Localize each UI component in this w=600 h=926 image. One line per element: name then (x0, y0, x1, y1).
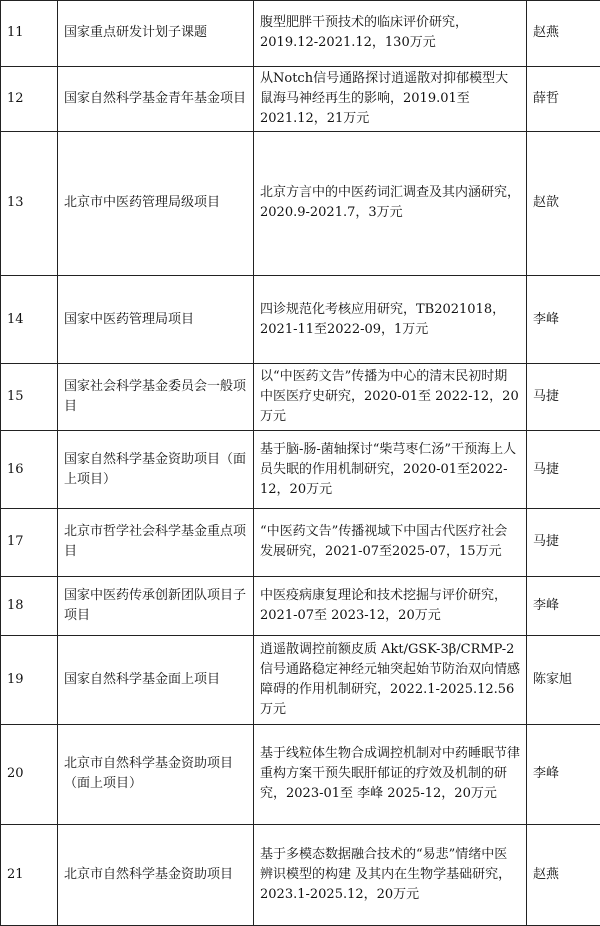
project-leader: 马捷 (527, 509, 600, 577)
row-number: 16 (1, 431, 58, 509)
table-row (1, 1, 600, 67)
row-number: 11 (1, 1, 58, 67)
project-leader: 李峰 (527, 276, 600, 364)
project-leader: 李峰 (527, 724, 600, 824)
table-row (1, 131, 600, 276)
project-leader: 李峰 (527, 576, 600, 635)
project-source: 北京市哲学社会科学基金重点项目 (58, 509, 254, 577)
project-leader: 赵燕 (527, 824, 600, 925)
project-source: 北京市中医药管理局级项目 (58, 131, 254, 276)
project-leader: 陈家旭 (527, 635, 600, 724)
project-leader: 薛哲 (527, 66, 600, 131)
project-title: “中医药文告”传播视域下中国古代医疗社会发展研究，2021-07至2025-07，15万元 (254, 509, 527, 577)
row-number: 15 (1, 364, 58, 431)
project-source: 国家社会科学基金委员会一般项目 (58, 364, 254, 431)
project-title: 中医疫病康复理论和技术挖掘与评价研究， 2021-07至 2023-12，20万元 (254, 576, 527, 635)
row-number: 21 (1, 824, 58, 925)
table-row (1, 66, 600, 131)
project-source: 北京市自然科学基金资助项目（面上项目） (58, 724, 254, 824)
table-row (1, 276, 600, 364)
project-title: 基于脑-肠-菌轴探讨“柴芎枣仁汤”干预海上人员失眠的作用机制研究，2020-01至2022-12，20万元 (254, 431, 527, 509)
row-number: 17 (1, 509, 58, 577)
row-number: 19 (1, 635, 58, 724)
project-title: 逍遥散调控前额皮质 Akt/GSK-3β/CRMP-2 信号通路稳定神经元轴突起始节防治双向情感障碍的作用机制研究，2022.1-2025.12.56万元 (254, 635, 527, 724)
project-title: 腹型肥胖干预技术的临床评价研究，2019.12-2021.12，130万元 (254, 1, 527, 67)
table-row (1, 824, 600, 925)
table-row (1, 431, 600, 509)
row-number: 14 (1, 276, 58, 364)
row-number: 18 (1, 576, 58, 635)
project-title: 基于线粒体生物合成调控机制对中药睡眠节律重构方案干预失眠肝郁证的疗效及机制的研究，2023-01至 李峰 2025-12，20万元 (254, 724, 527, 824)
project-source: 国家中医药管理局项目 (58, 276, 254, 364)
project-source: 国家自然科学基金面上项目 (58, 635, 254, 724)
project-leader: 马捷 (527, 431, 600, 509)
project-source: 国家自然科学基金青年基金项目 (58, 66, 254, 131)
project-leader: 赵燕 (527, 1, 600, 67)
project-source: 北京市自然科学基金资助项目 (58, 824, 254, 925)
project-title: 北京方言中的中医药词汇调查及其内涵研究，2020.9-2021.7，3万元 (254, 131, 527, 276)
row-number: 13 (1, 131, 58, 276)
project-leader: 马捷 (527, 364, 600, 431)
project-title: 基于多模态数据融合技术的“易悲”情绪中医辨识模型的构建 及其内在生物学基础研究，2023.1-2025.12，20万元 (254, 824, 527, 925)
row-number: 12 (1, 66, 58, 131)
table-row (1, 635, 600, 724)
table-row (1, 724, 600, 824)
project-source: 国家自然科学基金资助项目（面上项目） (58, 431, 254, 509)
project-title: 四诊规范化考核应用研究，TB2021018，2021-11至2022-09，1万元 (254, 276, 527, 364)
project-title: 以“中医药文告”传播为中心的清末民初时期中医医疗史研究，2020-01至 2022-12，20万元 (254, 364, 527, 431)
project-leader: 赵歆 (527, 131, 600, 276)
table-row (1, 364, 600, 431)
project-source: 国家重点研发计划子课题 (58, 1, 254, 67)
row-number: 20 (1, 724, 58, 824)
table-row (1, 576, 600, 635)
project-title: 从Notch信号通路探讨逍遥散对抑郁模型大鼠海马神经再生的影响，2019.01至 2021.12，21万元 (254, 66, 527, 131)
table-row (1, 509, 600, 577)
project-source: 国家中医药传承创新团队项目子项目 (58, 576, 254, 635)
